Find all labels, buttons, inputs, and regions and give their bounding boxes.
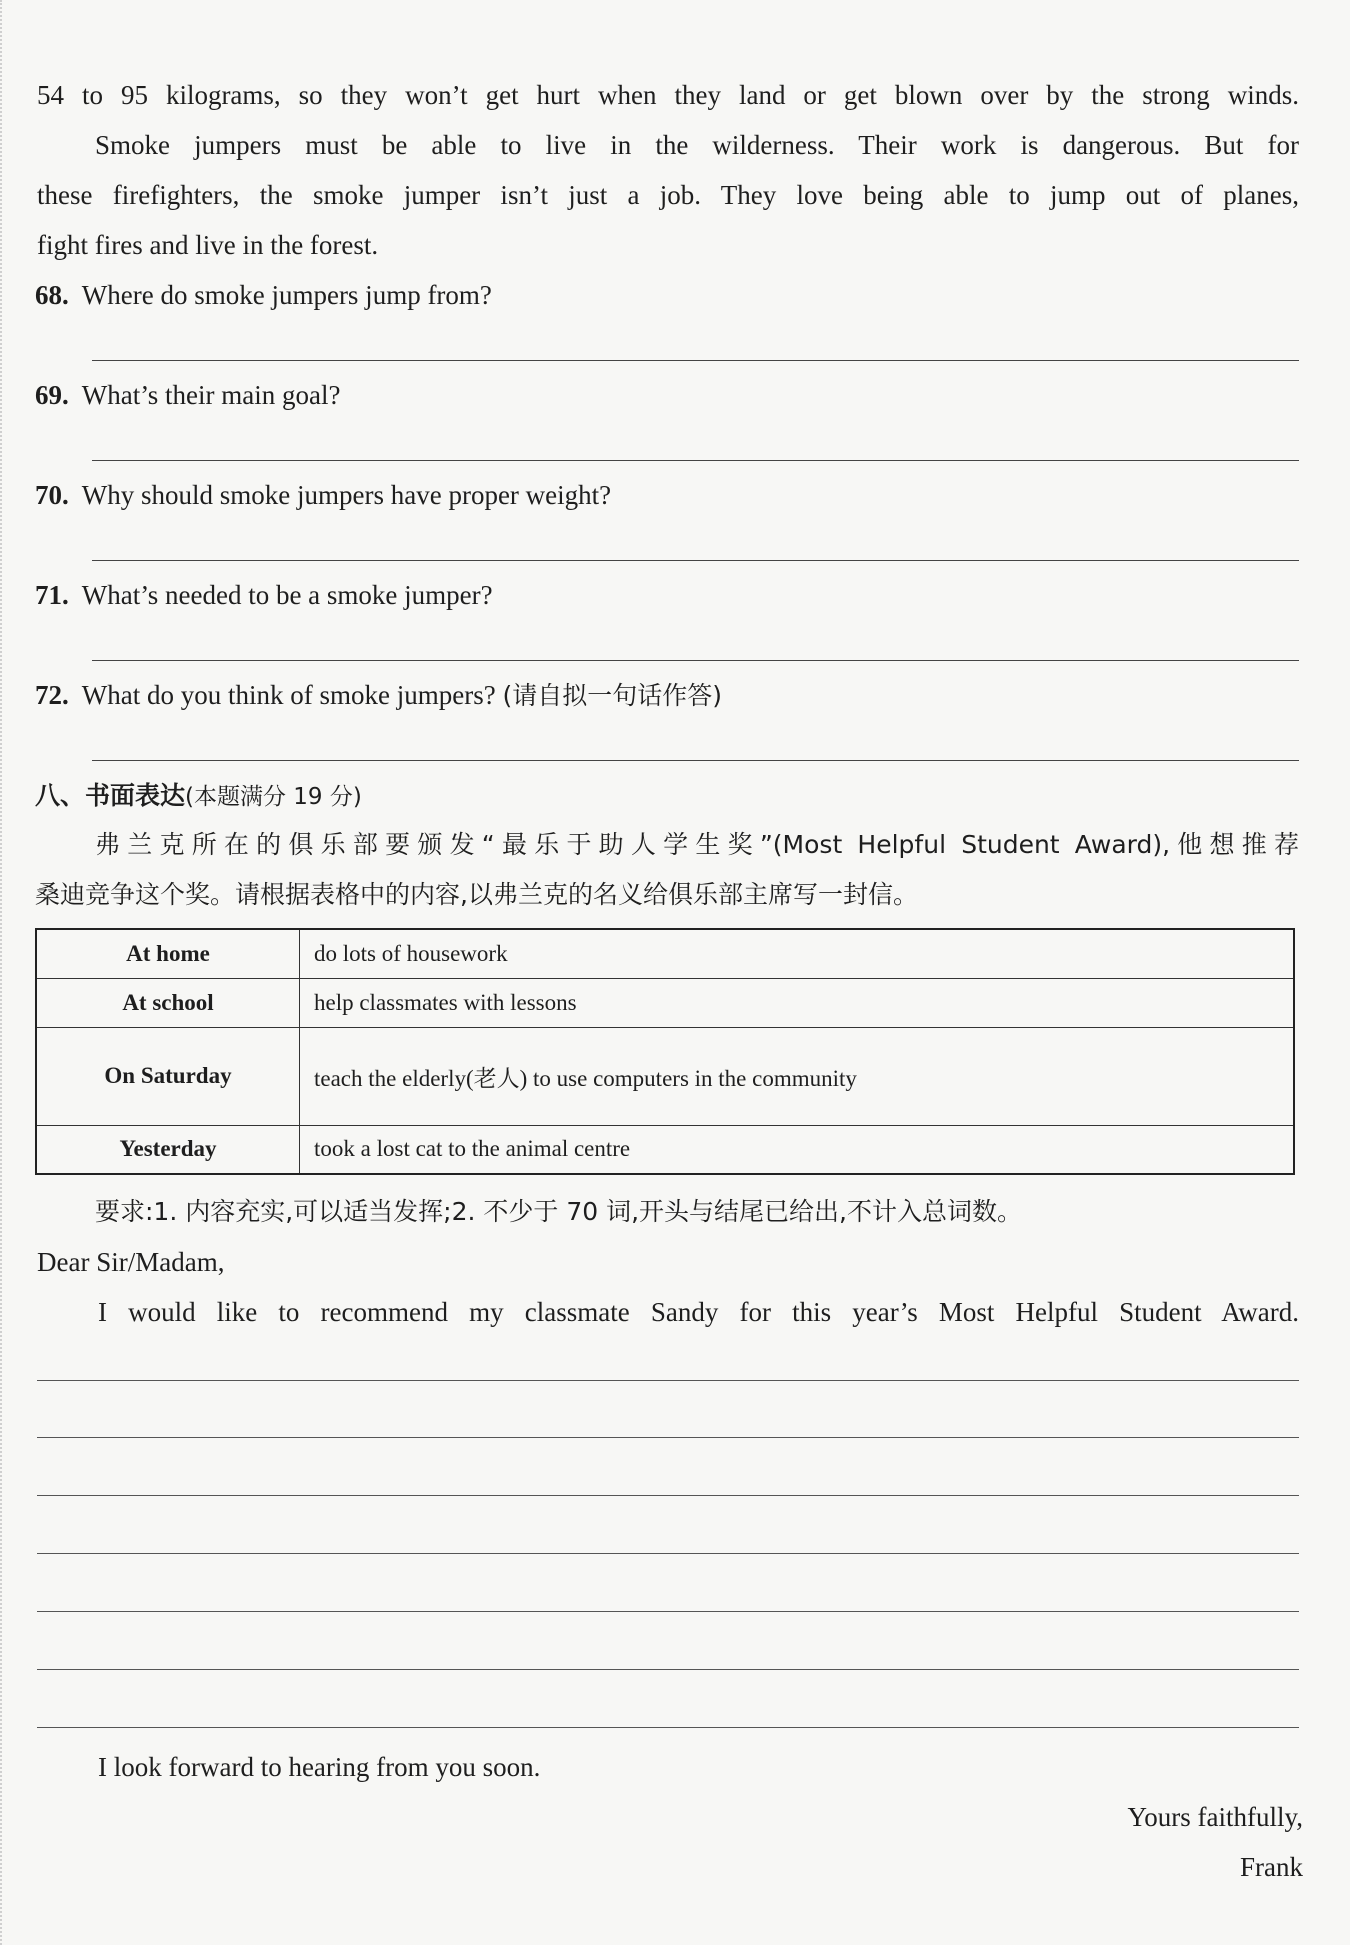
salutation: Dear Sir/Madam,	[37, 1247, 225, 1277]
question-text: Why should smoke jumpers have proper weight?	[81, 480, 612, 510]
passage-line-4: fight fires and live in the forest.	[37, 230, 379, 260]
requirements: 要求:1. 内容充实,可以适当发挥;2. 不少于 70 词,开头与结尾已给出,不计入总词数。	[95, 1197, 1022, 1226]
passage-line-2: Smoke jumpers must be able to live in the wilderness. Their work is dangerous. But for	[95, 130, 1299, 160]
question-text: Where do smoke jumpers jump from?	[81, 280, 492, 310]
table-key: At home	[36, 929, 300, 978]
score-note: (本题满分 19 分)	[185, 784, 362, 810]
table-value: help classmates with lessons	[300, 978, 1295, 1027]
passage-line-3: these firefighters, the smoke jumper isn’t just a job. They love being able to jump out of planes,	[37, 180, 1299, 210]
writing-line[interactable]	[37, 1380, 1299, 1381]
answer-line-71[interactable]	[92, 660, 1299, 661]
table-row	[36, 1027, 1294, 1125]
table-key: At school	[36, 978, 300, 1027]
question-text: What’s needed to be a smoke jumper?	[81, 580, 493, 610]
question-number: 68.	[35, 280, 69, 310]
writing-line[interactable]	[37, 1727, 1299, 1728]
question-71	[35, 578, 493, 612]
question-note: (请自拟一句话作答)	[502, 681, 722, 710]
question-number: 69.	[35, 380, 69, 410]
question-number: 71.	[35, 580, 69, 610]
writing-line[interactable]	[37, 1437, 1299, 1438]
binding-edge	[0, 0, 5, 1945]
question-70	[35, 478, 611, 512]
table-value: do lots of housework	[300, 929, 1295, 978]
section-title: 八、书面表达	[35, 781, 186, 810]
answer-line-69[interactable]	[92, 460, 1299, 461]
question-number: 72.	[35, 680, 69, 710]
question-number: 70.	[35, 480, 69, 510]
answer-line-72[interactable]	[92, 760, 1299, 761]
table-value: took a lost cat to the animal centre	[300, 1125, 1295, 1174]
letter-closing: I look forward to hearing from you soon.	[98, 1752, 541, 1782]
table-key: On Saturday	[36, 1027, 300, 1125]
question-text: What’s their main goal?	[81, 380, 341, 410]
answer-line-70[interactable]	[92, 560, 1299, 561]
answer-line-68[interactable]	[92, 360, 1299, 361]
section-heading	[35, 778, 362, 814]
table-value: teach the elderly(老人) to use computers in the community	[300, 1027, 1295, 1125]
table-row	[36, 1125, 1294, 1174]
table-row	[36, 978, 1294, 1027]
writing-line[interactable]	[37, 1495, 1299, 1496]
instruction-line-2: 桑迪竞争这个奖。请根据表格中的内容,以弗兰克的名义给俱乐部主席写一封信。	[35, 880, 918, 909]
passage-line-1: 54 to 95 kilograms, so they won’t get hurt when they land or get blown over by the strong winds.	[37, 80, 1299, 110]
sign-off: Yours faithfully,	[1127, 1802, 1303, 1832]
question-text: What do you think of smoke jumpers?	[81, 680, 496, 710]
writing-line[interactable]	[37, 1669, 1299, 1670]
table-row	[36, 929, 1294, 978]
writing-line[interactable]	[37, 1611, 1299, 1612]
instruction-line-1: 弗兰克所在的俱乐部要颁发“最乐于助人学生奖”(Most Helpful Student Award),他想推荐	[95, 830, 1299, 859]
info-table	[35, 928, 1295, 1175]
letter-opening: I would like to recommend my classmate Sandy for this year’s Most Helpful Student Award.	[98, 1297, 1299, 1327]
question-68	[35, 278, 492, 312]
signature: Frank	[1240, 1852, 1303, 1882]
writing-line[interactable]	[37, 1553, 1299, 1554]
table-key: Yesterday	[36, 1125, 300, 1174]
question-69	[35, 378, 340, 412]
question-72	[35, 678, 722, 713]
